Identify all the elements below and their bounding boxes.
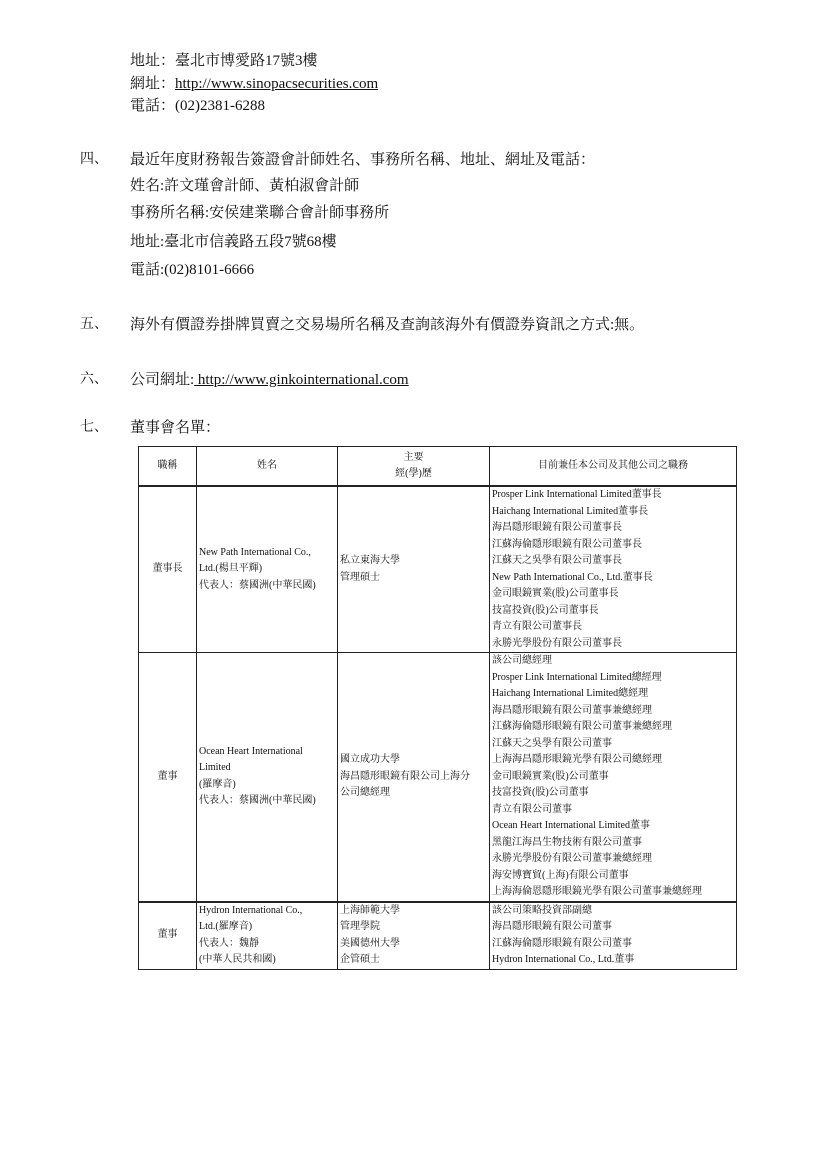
other-position-line: 金司眼鏡實業(股)公司董事長 — [492, 588, 619, 599]
education-line: 美國德州大學 — [340, 937, 400, 949]
name-line: Limited — [199, 762, 231, 774]
header-other-positions: 目前兼任本公司及其他公司之職務 — [490, 447, 737, 487]
other-position-line: 海安博寶貿(上海)有限公司董事 — [492, 869, 629, 881]
broker-website-label: 網址： — [130, 76, 176, 92]
company-website-line — [130, 370, 409, 390]
header-position: 職稱 — [139, 447, 197, 487]
other-position-line: Ocean Heart International Limited董事 — [492, 820, 650, 831]
cell-name — [197, 653, 338, 902]
name-line: (羅摩音) — [199, 778, 236, 790]
other-position-line: 青立有限公司董事 — [492, 803, 572, 815]
auditor-phone: 電話:(02)8101-6666 — [130, 262, 255, 278]
other-position-line: 江蘇海倫隱形眼鏡有限公司董事長 — [492, 538, 642, 550]
board-of-directors-table — [138, 446, 737, 970]
broker-website-line — [130, 74, 378, 94]
cell-position: 董事 — [139, 902, 197, 970]
education-line: 國立成功大學 — [340, 754, 400, 765]
other-position-line: 江蘇天之吳學有限公司董事 — [492, 737, 612, 749]
cell-position: 董事長 — [139, 486, 197, 653]
cell-other-positions — [490, 653, 737, 902]
cell-education — [338, 486, 490, 653]
other-position-line: 海昌隱形眼鏡有限公司董事兼總經理 — [492, 704, 652, 716]
other-position-line: Haichang International Limited董事長 — [492, 505, 649, 517]
name-line: 代表人：蔡國洲(中華民國) — [199, 579, 316, 591]
name-line: (中華人民共和國) — [199, 954, 276, 965]
other-position-line: 上海海倫恩隱形眼鏡光學有限公司董事兼總經理 — [492, 886, 702, 897]
other-position-line: 江蘇海倫隱形眼鏡有限公司董事兼總經理 — [492, 721, 672, 732]
education-line: 私立東海大學 — [340, 555, 400, 566]
other-position-line: 技富投資(股)公司董事長 — [492, 604, 599, 616]
other-position-line: 該公司策略投資部副總 — [492, 904, 592, 916]
header-education-line: 經(學)歷 — [395, 468, 432, 479]
other-position-line: Haichang International Limited總經理 — [492, 688, 649, 699]
other-position-line: 青立有限公司董事長 — [492, 621, 582, 632]
cell-education — [338, 902, 490, 970]
other-position-line: 黑龍江海昌生物技術有限公司董事 — [492, 836, 642, 848]
other-position-line: 上海海昌隱形眼鏡光學有限公司總經理 — [492, 754, 662, 765]
table-row — [139, 486, 737, 653]
table-header-row — [139, 447, 737, 487]
broker-address: 地址：臺北市博愛路17號3樓 — [130, 53, 318, 69]
table-row — [139, 653, 737, 902]
other-position-line: 永勝光學股份有限公司董事兼總經理 — [492, 853, 652, 864]
other-position-line: Hydron International Co., Ltd.董事 — [492, 954, 635, 965]
auditor-firm: 事務所名稱:安侯建業聯合會計師事務所 — [130, 205, 390, 221]
name-line: 代表人：魏靜 — [199, 937, 259, 949]
education-line: 海昌隱形眼鏡有限公司上海分 — [340, 770, 470, 782]
other-position-line: New Path International Co., Ltd.董事長 — [492, 571, 653, 583]
auditor-address: 地址:臺北市信義路五段7號68樓 — [130, 234, 337, 250]
education-line: 上海師範大學 — [340, 904, 400, 916]
section4-heading: 最近年度財務報告簽證會計師姓名、事務所名稱、地址、網址及電話： — [130, 152, 596, 168]
other-position-line: 江蘇天之吳學有限公司董事長 — [492, 555, 622, 566]
cell-education — [338, 653, 490, 902]
header-education — [338, 447, 490, 487]
education-line: 管理學院 — [340, 921, 380, 932]
name-line: Ocean Heart International — [199, 745, 303, 757]
cell-position: 董事 — [139, 653, 197, 902]
education-line: 公司總經理 — [340, 787, 390, 798]
header-education-line: 主要 — [403, 451, 424, 463]
education-line: 企管碩士 — [340, 954, 380, 965]
auditor-names: 姓名:許文瑾會計師、黃柏淑會計師 — [130, 178, 360, 194]
other-position-line: 江蘇海倫隱形眼鏡有限公司董事 — [492, 937, 632, 949]
name-line: Hydron International Co., — [199, 904, 303, 916]
broker-phone: 電話：(02)2381-6288 — [130, 98, 265, 114]
broker-website-link[interactable]: http://www.sinopacsecurities.com — [175, 76, 379, 92]
other-position-line: 海昌隱形眼鏡有限公司董事長 — [492, 522, 622, 533]
other-position-line: 永勝光學股份有限公司董事長 — [492, 637, 622, 649]
cell-other-positions — [490, 486, 737, 653]
name-line: 代表人：蔡國洲(中華民國) — [199, 795, 316, 807]
section4-number: 四、 — [80, 152, 108, 167]
other-position-line: Prosper Link International Limited董事長 — [492, 489, 662, 500]
company-website-link[interactable]: http://www.ginkointernational.com — [194, 372, 409, 388]
header-name: 姓名 — [197, 447, 338, 487]
other-position-line: 金司眼鏡實業(股)公司董事 — [492, 770, 609, 782]
name-line: Ltd.(楊旦平輝) — [199, 563, 263, 575]
company-website-label: 公司網址: — [130, 372, 195, 388]
other-position-line: 技富投資(股)公司董事 — [492, 787, 589, 798]
cell-other-positions — [490, 902, 737, 970]
section7-number: 七、 — [80, 420, 108, 435]
section5-number: 五、 — [80, 317, 108, 332]
education-line: 管理碩士 — [340, 571, 380, 583]
name-line: New Path International Co., — [199, 546, 311, 558]
table-row — [139, 902, 737, 970]
section7-heading: 董事會名單： — [130, 420, 221, 436]
other-position-line: 該公司總經理 — [492, 655, 552, 666]
other-position-line: Prosper Link International Limited總經理 — [492, 671, 662, 683]
name-line: Ltd.(羅摩音) — [199, 921, 253, 932]
cell-name — [197, 486, 338, 653]
section5-text: 海外有價證券掛牌買賣之交易場所名稱及查詢該海外有價證券資訊之方式:無。 — [130, 317, 645, 333]
section6-number: 六、 — [80, 372, 108, 387]
other-position-line: 海昌隱形眼鏡有限公司董事 — [492, 921, 612, 932]
cell-name — [197, 902, 338, 970]
